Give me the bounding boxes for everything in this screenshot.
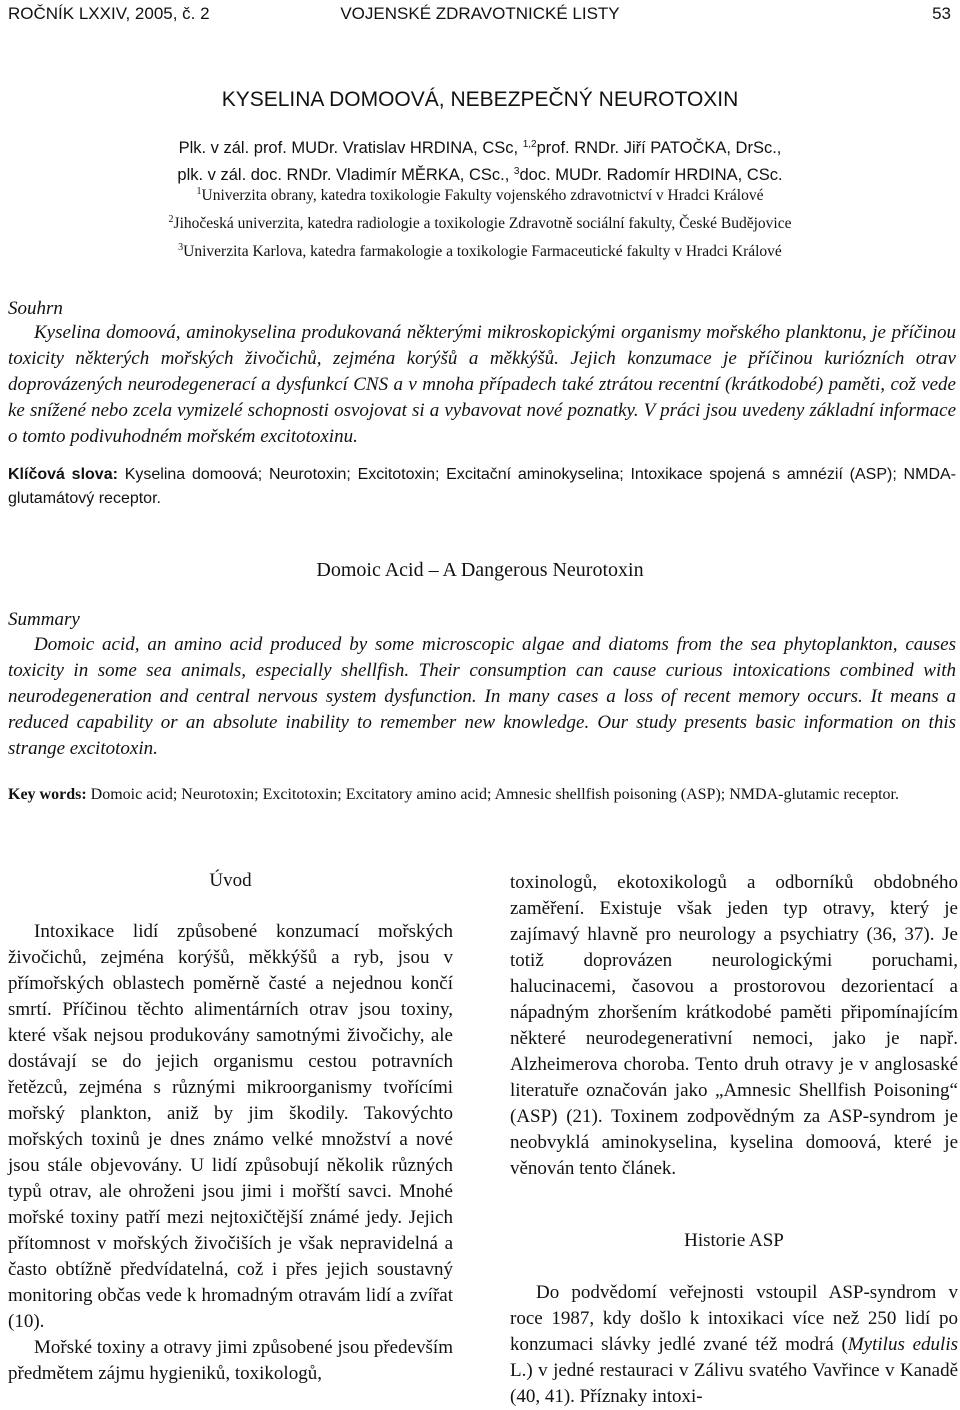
english-title: Domoic Acid – A Dangerous Neurotoxin bbox=[316, 559, 644, 581]
running-header-volume: ROČNÍK LXXIV, 2005, č. 2 bbox=[8, 4, 210, 23]
affiliation-1: $^1$Univerzita obrany, katedra toxikologie Fakulty vojenského zdravotnictví v Hradci Králové bbox=[196, 186, 764, 204]
czech-keywords-text: Kyselina domoová; Neurotoxin; Excitotoxin; Excitační aminokyselina; Intoxikace spojená s amnézií (ASP); NMDA-glutamátový receptor. bbox=[8, 466, 956, 507]
running-header-journal: VOJENSKÉ ZDRAVOTNICKÉ LISTY bbox=[340, 4, 620, 23]
english-keywords bbox=[8, 783, 956, 807]
right-column bbox=[510, 870, 958, 1182]
uvod-paragraph-2: Mořské toxiny a otravy jimi způsobené jsou především předmětem zájmu hygieniků, toxikologů, bbox=[8, 1337, 453, 1384]
authors bbox=[0, 133, 960, 187]
english-keywords-text: Domoic acid; Neurotoxin; Excitotoxin; Excitatory amino acid; Amnesic shellfish poisoning (ASP); NMDA-glutamic receptor. bbox=[90, 786, 899, 803]
affiliation-2: $^2$Jihočeská univerzita, katedra radiologie a toxikologie Zdravotně sociální fakulty, České Budějovice bbox=[168, 214, 792, 232]
uvod-paragraph-continued: toxinologů, ekotoxikologů a odborníků obdobného zaměření. Existuje však jeden typ otravy, který je zajímavý hlavně pro neurology a psychiatry (36, 37). Je totiž doprovázen neurologickými poruchami, halucinacemi, časovou a prostorovou dezorientací a nápadným zhoršením krátkodobé paměti připomínajícím některé neurodegenerativní nemoci, jako je např. Alzheimerova choroba. Tento druh otravy je v anglosaské literatuře označován jako „Amnesic Shellfish Poisoning“ (ASP) (21). Toxinem zodpovědným za ASP-syndrom je neobvyklá aminokyselina, kyselina domoová, které je věnován tento článek. bbox=[510, 872, 958, 1179]
left-column bbox=[8, 919, 453, 1387]
czech-keywords bbox=[8, 463, 956, 511]
species-name: Mytilus edulis bbox=[847, 1334, 958, 1355]
souhrn-heading: Souhrn bbox=[8, 298, 63, 319]
authors-line-2: plk. v zál. doc. RNDr. Vladimír MĚRKA, CSc., $^3$doc. MUDr. Radomír HRDINA, CSc. bbox=[177, 166, 783, 184]
heading-uvod: Úvod bbox=[209, 870, 252, 891]
souhrn-text: Kyselina domoová, aminokyselina produkovaná některými mikroskopickými organismy mořského planktonu, je příčinou toxicity některých mořských živočichů, zejména korýšů a měkkýšů. Jejich konzumace je příčinou kuriózních otrav doprovázených neurodegenerací a dysfunkcí CNS a v mnoha případech také ztrátou recentní (krátkodobé) paměti, což vede ke snížené nebo zcela vymizelé schopnosti osvojovat si a vybavovat nové poznatky. V práci jsou uvedeny základní informace o tomto podivuhodném mořském excitotoxinu. bbox=[8, 322, 956, 447]
czech-keywords-label: Klíčová slova: bbox=[8, 466, 118, 483]
authors-line-1: Plk. v zál. prof. MUDr. Vratislav HRDINA, CSc, $^{1,2}$prof. RNDr. Jiří PATOČKA, DrSc., bbox=[178, 139, 782, 157]
heading-historie-asp: Historie ASP bbox=[684, 1230, 784, 1251]
article-title: KYSELINA DOMOOVÁ, NEBEZPEČNÝ NEUROTOXIN bbox=[221, 88, 739, 111]
affiliations bbox=[0, 180, 960, 264]
historie-paragraph-1: Do podvědomí veřejnosti vstoupil ASP-syndrom v roce 1987, kdy došlo k intoxikaci více než 250 lidí po konzumaci slávky jedlé zvané též modrá (Mytilus edulis L.) v jedné restauraci v Zálivu svatého Vavřince v Kanadě (40, 41). Příznaky intoxi- bbox=[510, 1282, 958, 1407]
page-number: 53 bbox=[932, 4, 951, 23]
summary-text: Domoic acid, an amino acid produced by some microscopic algae and diatoms from the sea phytoplankton, causes toxicity in some sea animals, especially shellfish. Their consumption can cause curious intoxications combined with neurodegeneration and central nervous system dysfunction. In many cases a loss of recent memory occurs. It means a reduced capability or an absolute inability to remember new knowledge. Our study presents basic information on this strange excitotoxin. bbox=[8, 634, 956, 759]
uvod-paragraph-1: Intoxikace lidí způsobené konzumací mořských živočichů, zejména korýšů, měkkýšů a ryb, jsou v přímořských oblastech poměrně časté a nejednou končí smrtí. Příčinou těchto alimentárních otrav jsou toxiny, které však nejsou produkovány samotnými živočichy, ale dostávají se do jejich organismu cestou potravních řetězců, zejména s různými mikroorganismy tvořícími mořský plankton, aniž by jim škodily. Takovýchto mořských toxinů je dnes známo velké množství a nové jsou stále objevovány. U lidí způsobují několik různých typů otrav, ale ohroženi jsou jimi i mořští savci. Mnohé mořské toxiny patří mezi nejtoxičtější známé jedy. Jejich přítomnost v mořských živočiších je však nepravidelná a často obtížně předvídatelná, což i přes jejich soustavný monitoring občas vede k hromadným otravám lidí a zvířat (10). bbox=[8, 921, 453, 1332]
affiliation-3: $^3$Univerzita Karlova, katedra farmakologie a toxikologie Farmaceutické fakulty v Hradci Králové bbox=[178, 242, 782, 260]
english-keywords-label: Key words: bbox=[8, 786, 87, 803]
summary-heading: Summary bbox=[8, 609, 80, 630]
